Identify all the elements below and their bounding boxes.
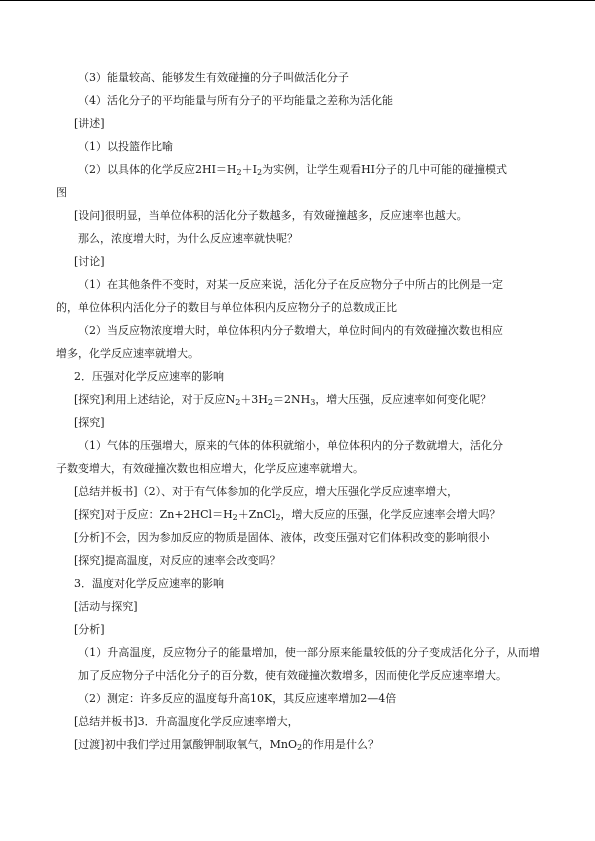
paragraph: [活动与探究] xyxy=(74,600,138,613)
paragraph: 那么，浓度增大时，为什么反应速率就快呢？ xyxy=(78,232,298,245)
paragraph: [讲述] xyxy=(74,117,105,130)
paragraph: [分析] xyxy=(74,623,105,636)
text-run: [探究]对于反应： xyxy=(74,508,160,521)
paragraph: 增多，化学反应速率就增大。 xyxy=(56,347,199,360)
paragraph: （2）当反应物浓度增大时，单位体积内分子数增大，单位时间内的有效碰撞次数也相应 xyxy=(78,324,503,337)
paragraph: [设问]很明显，当单位体积的活化分子数越多，有效碰撞越多，反应速率也越大。 xyxy=(74,209,468,222)
text-run: [探究]利用上述结论，对于反应 xyxy=(74,393,226,406)
paragraph: [总结并板书]（2）、对于有气体参加的化学反应，增大压强化学反应速率增大， xyxy=(74,485,459,498)
document-body xyxy=(56,66,540,756)
paragraph: （4）活化分子的平均能量与所有分子的平均能量之差称为活化能 xyxy=(78,94,393,107)
formula-nh3: $N_2+3H_2=2NH_3$ xyxy=(225,393,316,407)
formula-mno2: MnO$_2$ xyxy=(269,738,303,752)
paragraph: （1）升高温度，反应物分子的能量增加，使一部分原来能量较低的分子变成活化分子，从而增加了反应物分子中活化分子的百分数，使有效碰撞次数增多，因而使化学反应速率增大。 xyxy=(78,646,540,682)
paragraph: [探究]提高温度，对反应的速率会改变吗？ xyxy=(74,554,281,567)
formula-hi: $2HI=H_2+I_2$ xyxy=(195,163,263,177)
section-heading: 2．压强对化学反应速率的影响 xyxy=(74,370,224,383)
text-run: 为实例，让学生观看HI分子的几中可能的碰撞模式 xyxy=(262,163,508,176)
text-run: [过渡]初中我们学过用氯酸钾制取氧气， xyxy=(74,738,270,751)
paragraph: （1）在其他条件不变时，对某一反应来说，活化分子在反应物分子中所占的比例是一定 xyxy=(78,278,503,291)
paragraph: 的，单位体积内活化分子的数目与单位体积内反应物分子的总数成正比 xyxy=(56,301,397,314)
paragraph: [探究] xyxy=(74,416,105,429)
paragraph: （1）气体的压强增大，原来的气体的体积就缩小，单位体积内的分子数就增大，活化分 xyxy=(78,439,503,452)
paragraph: 子数变增大，有效碰撞次数也相应增大，化学反应速率就增大。 xyxy=(56,462,364,475)
paragraph xyxy=(56,158,540,181)
paragraph: （2）测定：许多反应的温度每升高10K，其反应速率增加2—4倍 xyxy=(78,692,397,705)
paragraph xyxy=(56,733,540,756)
paragraph: （1）以投篮作比喻 xyxy=(78,140,173,153)
paragraph xyxy=(56,503,540,526)
text-run: ，增大压强，反应速率如何变化呢？ xyxy=(315,393,492,406)
text-run: 的作用是什么？ xyxy=(302,738,380,751)
paragraph: （3）能量较高、能够发生有效碰撞的分子叫做活化分子 xyxy=(78,71,349,84)
paragraph: [总结并板书]3．升高温度化学反应速率增大， xyxy=(74,715,299,728)
paragraph: [讨论] xyxy=(74,255,105,268)
text-run: ，增大反应的压强，化学反应速率会增大吗？ xyxy=(280,508,501,521)
paragraph: 图 xyxy=(56,186,67,199)
page-top-rule xyxy=(0,0,595,1)
paragraph: [分析]不会，因为参加反应的物质是固体、液体，改变压强对它们体积改变的影响很小 xyxy=(74,531,490,544)
section-heading: 3．温度对化学反应速率的影响 xyxy=(74,577,224,590)
paragraph xyxy=(56,388,540,411)
text-run: （2）以具体的化学反应 xyxy=(78,163,195,176)
formula-zn: $Zn+2HCl=H_2+ZnCl_2$ xyxy=(159,508,281,522)
